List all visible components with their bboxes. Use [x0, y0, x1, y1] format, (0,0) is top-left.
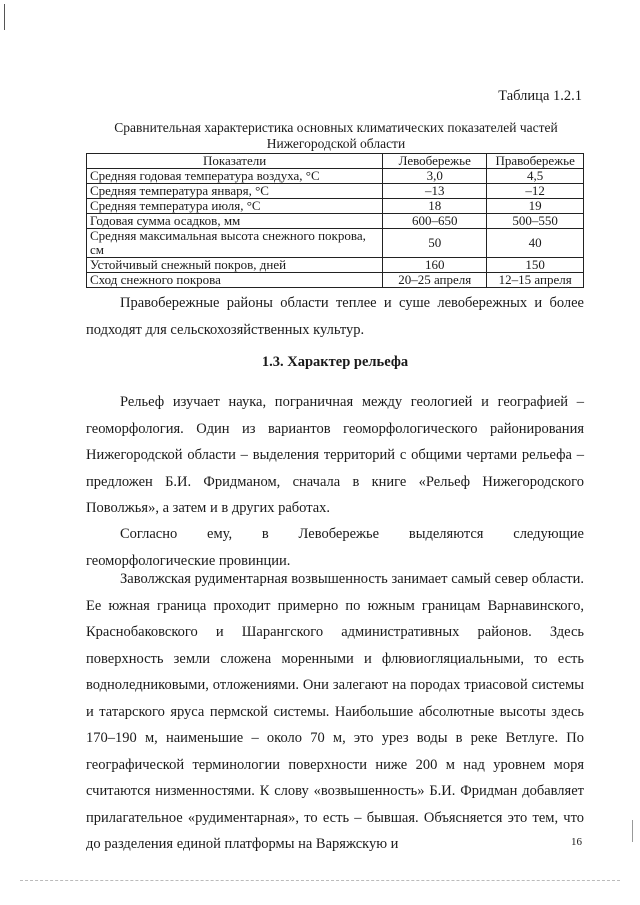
table-cell: 19 [487, 199, 584, 214]
table-row [87, 169, 584, 184]
table-cell: 600–650 [383, 214, 487, 229]
table-cell: 20–25 апреля [383, 273, 487, 288]
table-caption [86, 120, 586, 152]
paragraph: Заволжская рудиментарная возвышенность занимает самый север области. Ее южная граница проходит примерно по южным границам Варнавинского, Краснобаковского и Шарангского административных районов. Здесь поверхность земли сложена моренными и флювиогляциальными, то есть водноледниковыми, отложениями. Они залегают на породах триасовой системы и татарского яруса пермской системы. Наибольшие абсолютные высоты здесь 170–190 м, наименьшие – около 70 м, это урез воды в реке Ветлуге. По географической терминологии поверхности ниже 200 м над уровнем моря считаются низменностями. К слову «возвышенность» Б.И. Фридман добавляет прилагательное «рудиментарная», то есть – бывшая. Объясняется это тем, что до разделения единой платформы на Варяжскую и [86, 571, 584, 852]
scan-bottom-line [20, 880, 620, 881]
table-cell: 3,0 [383, 169, 487, 184]
table-cell: 500–550 [487, 214, 584, 229]
header-cell: Левобережье [383, 154, 487, 169]
paragraph: Правобережные районы области теплее и суше левобережных и более подходят для сельскохозяйственных культур. [86, 295, 584, 338]
table-cell: Сход снежного покрова [87, 273, 383, 288]
table-cell: Средняя максимальная высота снежного покрова, см [87, 229, 383, 258]
header-cell: Правобережье [487, 154, 584, 169]
table-cell: 4,5 [487, 169, 584, 184]
table-header-row [87, 154, 584, 169]
table-row [87, 214, 584, 229]
table-cell: 18 [383, 199, 487, 214]
paragraph: Согласно ему, в Левобережье выделяются следующие геоморфологические провинции. [86, 526, 584, 569]
table-cell: 40 [487, 229, 584, 258]
table-row [87, 199, 584, 214]
table-cell: Средняя годовая температура воздуха, °С [87, 169, 383, 184]
scan-edge-mark [632, 820, 633, 842]
table-cell: 50 [383, 229, 487, 258]
caption-line: Сравнительная характеристика основных климатических показателей частей [114, 120, 558, 135]
page-number: 16 [571, 836, 582, 848]
climate-table [86, 153, 584, 288]
table-row [87, 258, 584, 273]
caption-line: Нижегородской области [266, 136, 406, 151]
table-row [87, 273, 584, 288]
table-cell: 150 [487, 258, 584, 273]
table-row [87, 229, 584, 258]
scan-edge-mark [4, 4, 5, 30]
table-cell: 160 [383, 258, 487, 273]
table-cell: –12 [487, 184, 584, 199]
table-row [87, 184, 584, 199]
paragraph: Рельеф изучает наука, пограничная между геологией и географией – геоморфология. Один из вариантов геоморфологического районирования Нижегородской области – выделения территорий с общими чертами рельефа – предложен Б.И. Фридманом, сначала в книге «Рельеф Нижегородского Поволжья», а затем и в других работах. [86, 394, 584, 516]
table-cell: Средняя температура января, °С [87, 184, 383, 199]
table-cell: Годовая сумма осадков, мм [87, 214, 383, 229]
header-cell: Показатели [87, 154, 383, 169]
table-cell: Устойчивый снежный покров, дней [87, 258, 383, 273]
section-heading: 1.3. Характер рельефа [261, 354, 409, 370]
table-cell: –13 [383, 184, 487, 199]
table-cell: Средняя температура июля, °С [87, 199, 383, 214]
table-cell: 12–15 апреля [487, 273, 584, 288]
table-label: Таблица 1.2.1 [498, 88, 582, 104]
